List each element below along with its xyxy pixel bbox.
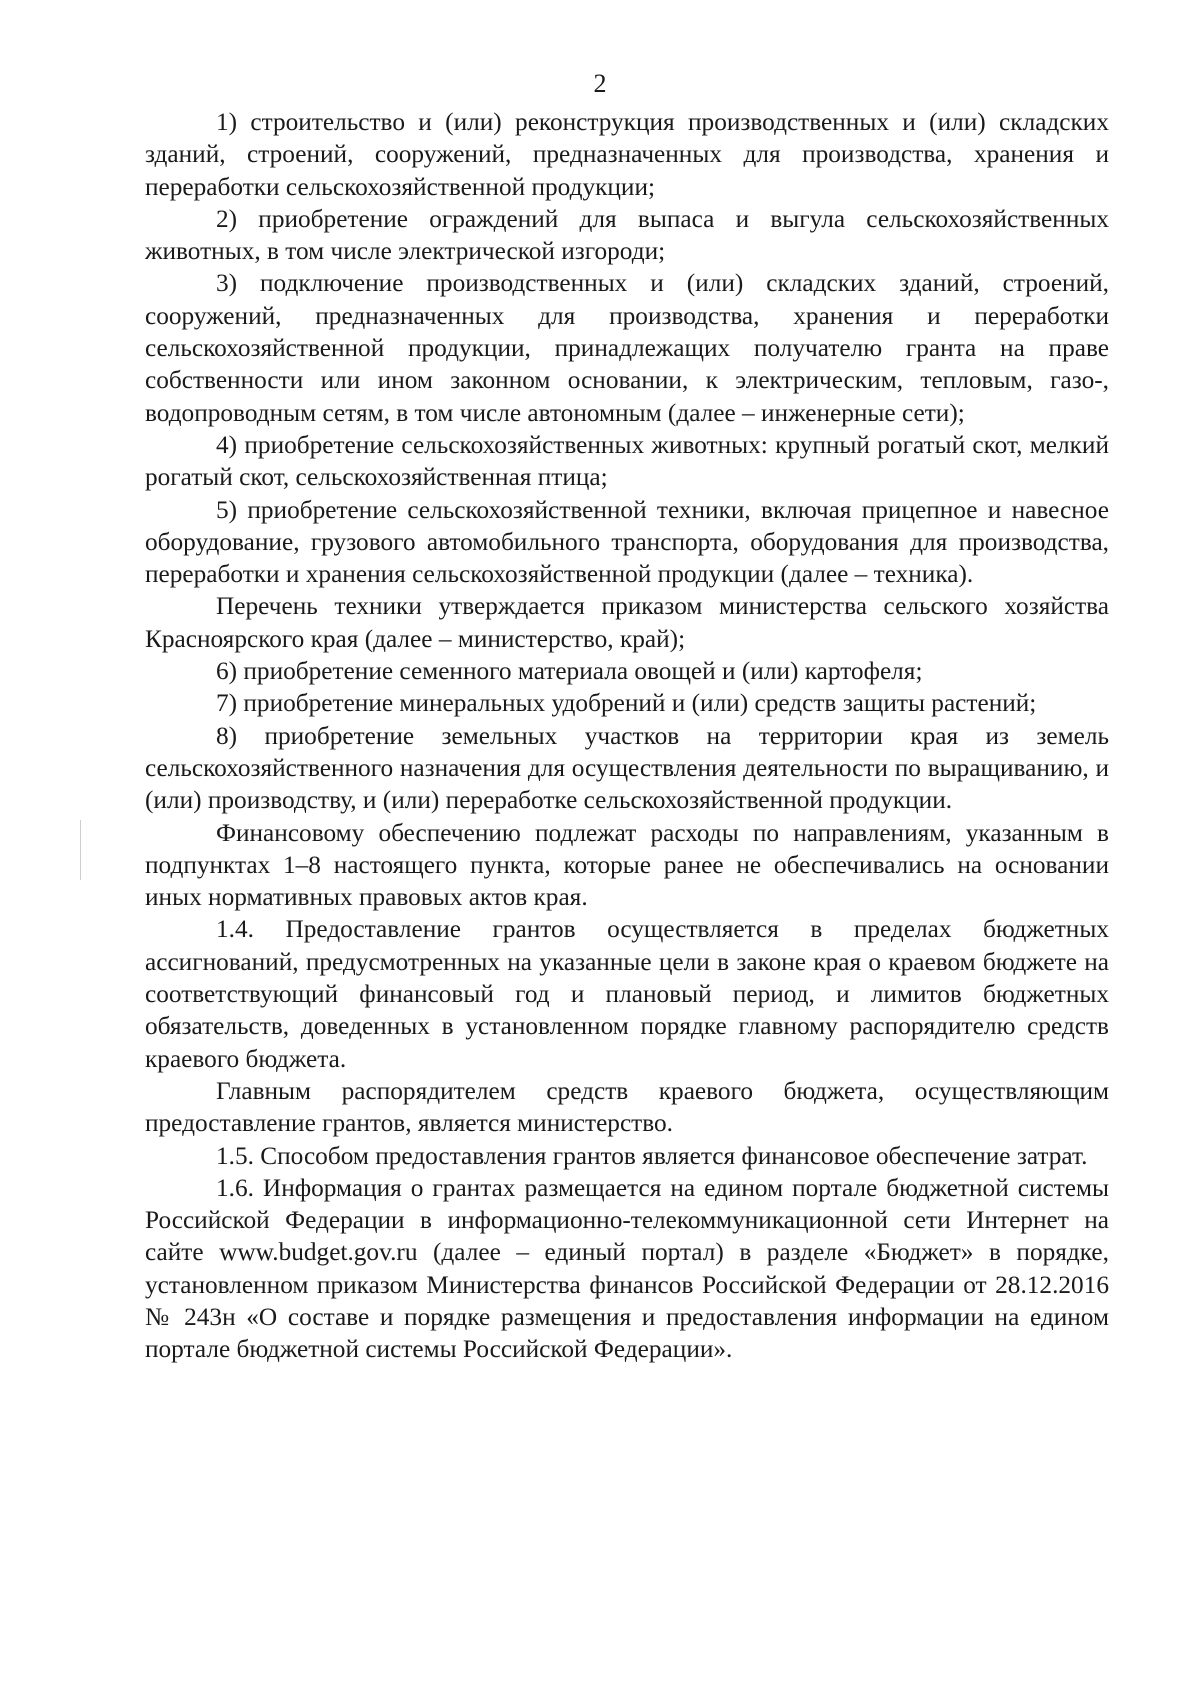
page-number: 2 [593, 69, 607, 98]
paragraph-item-5: 5) приобретение сельскохозяйственной техники, включая прицепное и навесное оборудование, грузового автомобильного транспорта, оборудования для производства, переработки и хранения сельскохозяйственной продукции (далее – техника). [145, 495, 1109, 589]
paragraph-section-1-6: 1.6. Информация о грантах размещается на едином портале бюджетной системы Российской Федерации в информационно-телекоммуникационной сети Интернет на сайте www.budget.gov.ru (далее – единый портал) в разделе «Бюджет» в порядке, установленном приказом Министерства финансов Российской Федерации от 28.12.2016 № 243н «О составе и порядке размещения и предоставления информации на едином портале бюджетной системы Российской Федерации». [145, 1173, 1109, 1364]
paragraph-section-1-5: 1.5. Способом предоставления грантов является финансовое обеспечение затрат. [216, 1141, 1088, 1170]
document-body [145, 106, 1109, 1366]
paragraph-main-manager: Главным распорядителем средств краевого бюджета, осуществляющим предоставление грантов, является министерство. [145, 1076, 1109, 1138]
paragraph-item-8: 8) приобретение земельных участков на территории края из земель сельскохозяйственного назначения для осуществления деятельности по выращиванию, и (или) производству, и (или) переработке сельскохозяйственной продукции. [145, 721, 1109, 815]
paragraph-item-1: 1) строительство и (или) реконструкция производственных и (или) складских зданий, строений, сооружений, предназначенных для производства, хранения и переработки сельскохозяйственной продукции; [145, 108, 1109, 201]
paragraph-section-1-4: 1.4. Предоставление грантов осуществляется в пределах бюджетных ассигнований, предусмотренных на указанные цели в законе края о краевом бюджете на соответствующий финансовый год и плановый период, и лимитов бюджетных обязательств, доведенных в установленном порядке главному распорядителю средств краевого бюджета. [145, 915, 1109, 1073]
paragraph-item-3: 3) подключение производственных и (или) складских зданий, строений, сооружений, предназначенных для производства, хранения и переработки сельскохозяйственной продукции, принадлежащих получателю гранта на праве собственности или ином законном основании, к электрическим, тепловым, газо-, водопроводным сетям, в том числе автономным (далее – инженерные сети); [145, 269, 1109, 427]
paragraph-equipment-list: Перечень техники утверждается приказом министерства сельского хозяйства Красноярского края (далее – министерство, край); [145, 592, 1109, 653]
paragraph-financing: Финансовому обеспечению подлежат расходы по направлениям, указанным в подпунктах 1–8 настоящего пункта, которые ранее не обеспечивались на основании иных нормативных правовых актов края. [145, 818, 1109, 912]
scan-margin-mark [80, 820, 81, 880]
paragraph-item-4: 4) приобретение сельскохозяйственных животных: крупный рогатый скот, мелкий рогатый скот, сельскохозяйственная птица; [145, 430, 1109, 492]
paragraph-item-6: 6) приобретение семенного материала овощей и (или) картофеля; [216, 657, 923, 686]
paragraph-item-2: 2) приобретение ограждений для выпаса и выгула сельскохозяйственных животных, в том числе электрической изгороди; [145, 204, 1109, 266]
paragraph-item-7: 7) приобретение минеральных удобрений и (или) средств защиты растений; [216, 689, 1037, 718]
